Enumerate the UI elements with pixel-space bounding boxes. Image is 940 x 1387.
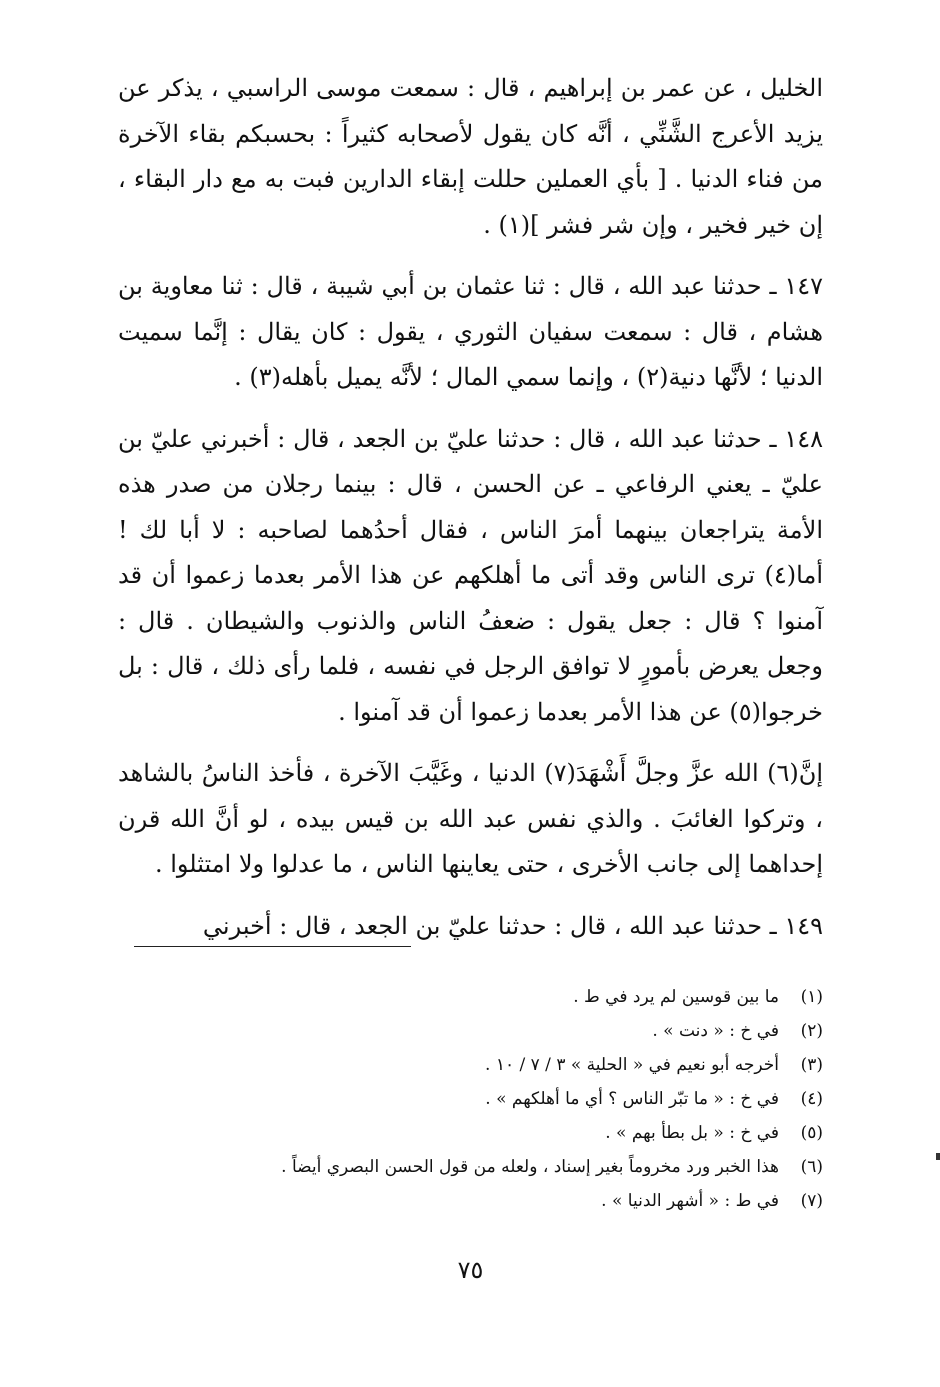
footnote-7 xyxy=(118,1184,823,1218)
paragraph-148-continued: إنَّ(٦) الله عزَّ وجلَّ أَشْهَدَ(٧) الدنيا ، وغَيَّبَ الآخرة ، فأخذ الناسُ بالشاهد ، وتركوا الغائبَ . والذي نفس عبد الله بن قيس بيده ، لو أنَّ الله قرن إحداهما إلى جانب الأخرى ، حتى يعاينها الناس ، ما عدلوا ولا امتثلوا . xyxy=(118,759,823,878)
footnote-text: هذا الخبر ورد مخروماً بغير إسناد ، ولعله من قول الحسن البصري أيضاً . xyxy=(281,1157,779,1177)
footnote-text: في ط : « أشهر الدنيا » . xyxy=(601,1191,779,1211)
footnote-text: في خ : « ما تبّر الناس ؟ أي ما أهلكهم » . xyxy=(485,1089,779,1109)
margin-mark xyxy=(936,1153,940,1160)
footnote-5 xyxy=(118,1116,823,1150)
footnotes xyxy=(118,980,823,1218)
footnote-number: (٧) xyxy=(800,1191,823,1211)
footnote-number: (٥) xyxy=(800,1123,823,1143)
footnote-separator xyxy=(134,946,411,947)
footnote-number: (٣) xyxy=(800,1055,823,1075)
main-text xyxy=(118,66,823,949)
footnote-1 xyxy=(118,980,823,1014)
footnote-text: أخرجه أبو نعيم في « الحلية » ٣ / ٧ / ١٠ . xyxy=(485,1055,779,1075)
paragraph-147: ١٤٧ ـ حدثنا عبد الله ، قال : ثنا عثمان بن أبي شيبة ، قال : ثنا معاوية بن هشام ، قال : سمعت سفيان الثوري ، يقول : كان يقال : إنَّما سميت الدنيا ؛ لأنَّها دنية(٢) ، وإنما سمي المال ؛ لأنَّه يميل بأهله(٣) . xyxy=(118,272,823,391)
footnote-number: (٢) xyxy=(800,1021,823,1041)
book-page xyxy=(118,66,823,1346)
footnote-text: ما بين قوسين لم يرد في ط . xyxy=(573,987,779,1007)
footnote-text: في خ : « دنت » . xyxy=(652,1021,779,1041)
footnote-2 xyxy=(118,1014,823,1048)
footnote-6 xyxy=(118,1150,823,1184)
footnote-3 xyxy=(118,1048,823,1082)
paragraph-149: ١٤٩ ـ حدثنا عبد الله ، قال : حدثنا عليّ بن الجعد ، قال : أخبرني xyxy=(202,911,823,940)
footnote-4 xyxy=(118,1082,823,1116)
footnote-number: (١) xyxy=(800,987,823,1007)
footnote-number: (٤) xyxy=(800,1089,823,1109)
page-number: ٧٥ xyxy=(457,1256,484,1284)
paragraph-continuation: الخليل ، عن عمر بن إبراهيم ، قال : سمعت موسى الراسبي ، يذكر عن يزيد الأعرج الشَّنِّي ، أنَّه كان يقول لأصحابه كثيراً : بحسبكم بقاء الآخرة من فناء الدنيا . [ بأي العملين حللت إبقاء الدارين فبت به مع دار البقاء ، إن خير فخير ، وإن شر فشر ](١) . xyxy=(118,74,823,239)
paragraph-148: ١٤٨ ـ حدثنا عبد الله ، قال : حدثنا عليّ بن الجعد ، قال : أخبرني عليّ بن عليّ ـ يعني الرفاعي ـ عن الحسن ، قال : بينما رجلان من صدر هذه الأمة يتراجعان بينهما أمرَ الناس ، فقال أحدُهما لصاحبه : لا أبا لك ! أما(٤) ترى الناس وقد أتى ما أهلكهم عن هذا الأمر بعدما زعموا أن قد آمنوا ؟ قال : جعل يقول : ضعفُ الناس والذنوب والشيطان . قال : وجعل يعرض بأمورٍ لا توافق الرجل في نفسه ، فلما رأى ذلك ، قال : بل خرجوا(٥) عن هذا الأمر بعدما زعموا أن قد آمنوا . xyxy=(118,424,823,726)
footnote-text: في خ : « بل بطأ بهم » . xyxy=(605,1123,779,1143)
footnote-number: (٦) xyxy=(800,1157,823,1177)
